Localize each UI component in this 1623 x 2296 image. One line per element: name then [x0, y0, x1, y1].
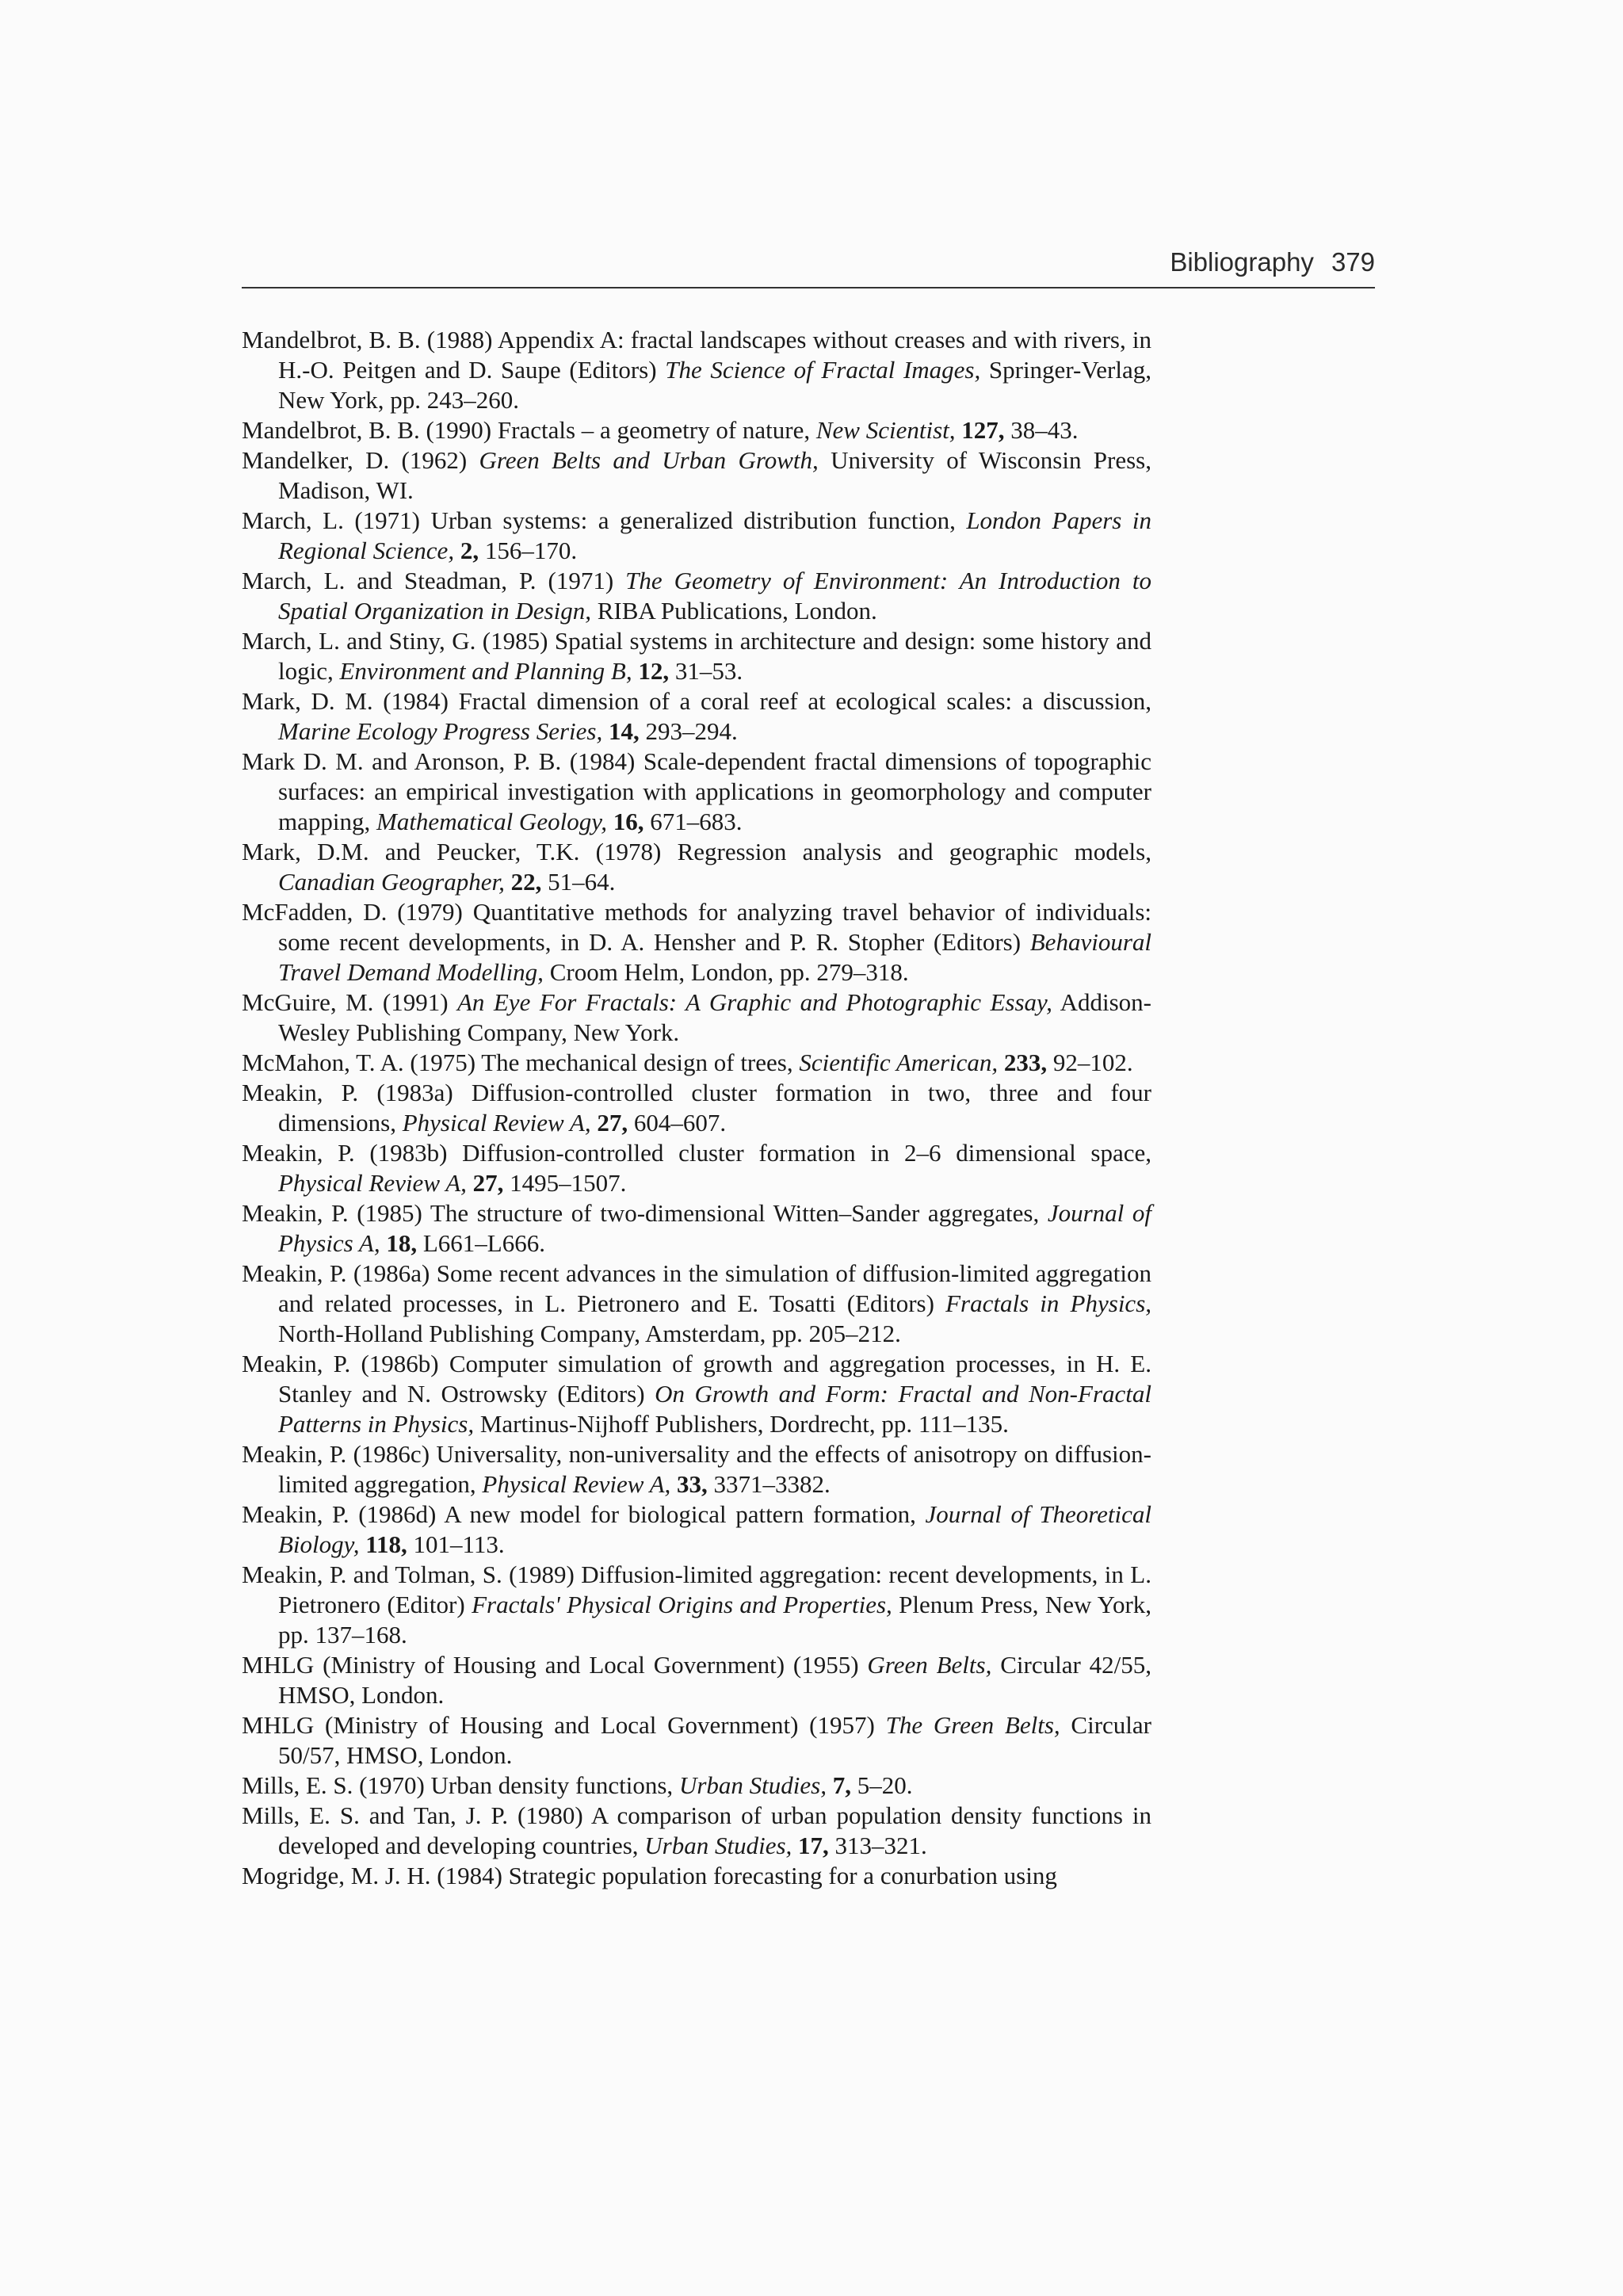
bibliography-entry [242, 1138, 1151, 1198]
bibliography-entry [242, 1259, 1151, 1349]
entry-text: 604–607. [628, 1109, 727, 1137]
bibliography-entry [242, 1048, 1151, 1078]
entry-bold-text: 16, [613, 808, 644, 835]
entry-text: 5–20. [850, 1771, 913, 1799]
bibliography-entry [242, 1801, 1151, 1861]
entry-bold-text: 2, [460, 537, 479, 564]
entry-text: Circular 50/57, HMSO, London. [278, 1711, 1151, 1769]
entry-text: North-Holland Publishing Company, Amsterdam, pp. 205–212. [278, 1320, 901, 1347]
entry-italic-text: Marine Ecology Progress Series, [278, 717, 603, 745]
bibliography-entry [242, 1710, 1151, 1771]
bibliography-entry [242, 1650, 1151, 1710]
entry-italic-text: Urban Studies, [644, 1832, 792, 1859]
entry-text: March, L. and Steadman, P. (1971) [242, 567, 626, 594]
entry-bold-text: 22, [510, 868, 542, 896]
entry-text: Meakin, P. (1986a) Some recent advances in the simulation of diffusion-limited aggregation and related processes, in L. Pietronero and E. Tosatti (Editors) [242, 1259, 1151, 1317]
entry-text: MHLG (Ministry of Housing and Local Government) (1955) [242, 1651, 868, 1679]
bibliography-entry [242, 988, 1151, 1048]
entry-italic-text: Journal of Physics A, [278, 1199, 1151, 1257]
entry-text [505, 868, 511, 896]
bibliography-entry [242, 1771, 1151, 1801]
entry-text: Meakin, P. (1983a) Diffusion-controlled cluster formation in two, three and four dimensions, [242, 1079, 1151, 1137]
entry-text: Mills, E. S. (1970) Urban density functions, [242, 1771, 679, 1799]
entry-text: L661–L666. [417, 1229, 545, 1257]
entry-text: 1495–1507. [503, 1169, 627, 1197]
entry-text: Mandelker, D. (1962) [242, 446, 479, 474]
entry-text: Mark D. M. and Aronson, P. B. (1984) Scale-dependent fractal dimensions of topographic surfaces: an empirical investigation with applications in geomorphology and computer mapping, [242, 747, 1151, 835]
entry-italic-text: An Eye For Fractals: A Graphic and Photographic Essay, [456, 988, 1052, 1016]
entry-bold-text: 33, [677, 1470, 708, 1498]
bibliography-entry [242, 445, 1151, 506]
entry-italic-text: Behavioural Travel Demand Modelling, [278, 928, 1151, 986]
bibliography-entry [242, 1861, 1151, 1891]
bibliography-entry [242, 1439, 1151, 1499]
entry-text: Croom Helm, London, pp. 279–318. [543, 958, 909, 986]
entry-italic-text: Urban Studies, [678, 1771, 827, 1799]
entry-italic-text: Fractals in Physics, [945, 1289, 1152, 1317]
bibliography-entry [242, 325, 1151, 415]
entry-italic-text: The Science of Fractal Images, [665, 356, 981, 384]
entry-bold-text: 233, [1003, 1049, 1048, 1076]
entry-italic-text: London Papers in Regional Science, [278, 506, 1151, 564]
entry-text: Mills, E. S. and Tan, J. P. (1980) A comparison of urban population density functions in developed and developing countries, [242, 1801, 1151, 1859]
header-rule [242, 287, 1375, 288]
entry-italic-text: Green Belts, [867, 1651, 992, 1679]
entry-text: 3371–3382. [707, 1470, 831, 1498]
entry-text: McFadden, D. (1979) Quantitative methods for analyzing travel behavior of individuals: some recent developments, in D. A. Hensher and P. R. Stopher (Editors) [242, 898, 1151, 956]
entry-text: 101–113. [407, 1530, 505, 1558]
entry-text: Martinus-Nijhoff Publishers, Dordrecht, pp. 111–135. [474, 1410, 1009, 1438]
entry-text: MHLG (Ministry of Housing and Local Government) (1957) [242, 1711, 886, 1739]
entry-italic-text: The Geometry of Environment: An Introduction to Spatial Organization in Design, [278, 567, 1151, 625]
entry-italic-text: Physical Review A, [402, 1109, 591, 1137]
entry-italic-text: Fractals' Physical Origins and Properties, [472, 1591, 892, 1618]
bibliography-entry [242, 1560, 1151, 1650]
entry-text [670, 1470, 677, 1498]
entry-text: 671–683. [643, 808, 743, 835]
entry-text: Meakin, P. (1986d) A new model for biological pattern formation, [242, 1500, 926, 1528]
entry-text: Springer-Verlag, New York, pp. 243–260. [278, 356, 1151, 414]
entry-text: March, L. (1971) Urban systems: a generalized distribution function, [242, 506, 967, 534]
entry-text: Meakin, P. (1985) The structure of two-dimensional Witten–Sander aggregates, [242, 1199, 1048, 1227]
entry-text: Plenum Press, New York, pp. 137–168. [278, 1591, 1152, 1648]
entry-text: 293–294. [639, 717, 738, 745]
entry-text: Meakin, P. (1986c) Universality, non-universality and the effects of anisotropy on diffusion-limited aggregation, [242, 1440, 1151, 1498]
bibliography-entry [242, 1349, 1151, 1439]
bibliography-entry [242, 415, 1151, 445]
entry-text [454, 537, 460, 564]
entry-text: 313–321. [828, 1832, 927, 1859]
entry-text: March, L. and Stiny, G. (1985) Spatial systems in architecture and design: some history and logic, [242, 627, 1151, 685]
entry-italic-text: The Green Belts, [885, 1711, 1060, 1739]
entry-bold-text: 27, [472, 1169, 504, 1197]
entry-text: 156–170. [479, 537, 578, 564]
entry-text: 38–43. [1004, 416, 1079, 444]
bibliography-list [242, 325, 1151, 1891]
entry-text: Mogridge, M. J. H. (1984) Strategic population forecasting for a conurbation using [242, 1862, 1057, 1889]
entry-text: Circular 42/55, HMSO, London. [278, 1651, 1151, 1709]
running-head-title: Bibliography [1170, 247, 1314, 277]
bibliography-entry [242, 897, 1151, 988]
entry-bold-text: 127, [961, 416, 1005, 444]
entry-text [827, 1771, 833, 1799]
bibliography-entry [242, 566, 1151, 626]
entry-bold-text: 14, [609, 717, 640, 745]
entry-text: McGuire, M. (1991) [242, 988, 457, 1016]
entry-italic-text: Journal of Theoretical Biology, [278, 1500, 1151, 1558]
entry-italic-text: Physical Review A, [278, 1169, 467, 1197]
entry-italic-text: Scientific American, [799, 1049, 999, 1076]
entry-text: Meakin, P. (1983b) Diffusion-controlled cluster formation in 2–6 dimensional space, [242, 1139, 1151, 1167]
entry-text [602, 717, 609, 745]
entry-text: Mark, D.M. and Peucker, T.K. (1978) Regression analysis and geographic models, [242, 838, 1151, 865]
bibliography-entry [242, 626, 1151, 686]
entry-bold-text: 27, [597, 1109, 628, 1137]
entry-text [467, 1169, 473, 1197]
page-number: 379 [1331, 247, 1375, 277]
entry-text: Addison-Wesley Publishing Company, New York. [278, 988, 1151, 1046]
entry-bold-text: 17, [798, 1832, 829, 1859]
entry-italic-text: Mathematical Geology, [376, 808, 607, 835]
entry-text: 51–64. [541, 868, 616, 896]
entry-text: 31–53. [669, 657, 743, 685]
entry-text: 92–102. [1047, 1049, 1133, 1076]
entry-bold-text: 18, [386, 1229, 418, 1257]
entry-text: Mark, D. M. (1984) Fractal dimension of a coral reef at ecological scales: a discussion, [242, 687, 1151, 715]
entry-text [792, 1832, 798, 1859]
entry-italic-text: On Growth and Form: Fractal and Non-Fractal Patterns in Physics, [278, 1380, 1151, 1438]
entry-text: Mandelbrot, B. B. (1990) Fractals – a geometry of nature, [242, 416, 816, 444]
entry-italic-text: Green Belts and Urban Growth, [479, 446, 819, 474]
entry-text: RIBA Publications, London. [590, 597, 877, 625]
entry-text [998, 1049, 1004, 1076]
entry-bold-text: 7, [832, 1771, 851, 1799]
bibliography-entry [242, 837, 1151, 897]
entry-bold-text: 118, [365, 1530, 407, 1558]
entry-text: Mandelbrot, B. B. (1988) Appendix A: fractal landscapes without creases and with rivers, in H.-O. Peitgen and D. Saupe (Editors) [242, 326, 1151, 384]
bibliography-entry [242, 686, 1151, 747]
entry-text: McMahon, T. A. (1975) The mechanical design of trees, [242, 1049, 800, 1076]
bibliography-entry [242, 1499, 1151, 1560]
entry-italic-text: Physical Review A, [482, 1470, 671, 1498]
entry-italic-text: Canadian Geographer, [278, 868, 505, 896]
bibliography-entry [242, 747, 1151, 837]
entry-text: Meakin, P. (1986b) Computer simulation of growth and aggregation processes, in H. E. Stanley and N. Ostrowsky (Editors) [242, 1350, 1151, 1408]
entry-italic-text: Environment and Planning B, [339, 657, 632, 685]
bibliography-entry [242, 1078, 1151, 1138]
entry-text: University of Wisconsin Press, Madison, WI. [278, 446, 1151, 504]
bibliography-entry [242, 1198, 1151, 1259]
entry-text [607, 808, 613, 835]
entry-text: Meakin, P. and Tolman, S. (1989) Diffusion-limited aggregation: recent developments, in L. Pietronero (Editor) [242, 1561, 1151, 1618]
entry-bold-text: 12, [638, 657, 670, 685]
bibliography-entry [242, 506, 1151, 566]
entry-italic-text: New Scientist, [815, 416, 956, 444]
running-head [242, 247, 1375, 277]
